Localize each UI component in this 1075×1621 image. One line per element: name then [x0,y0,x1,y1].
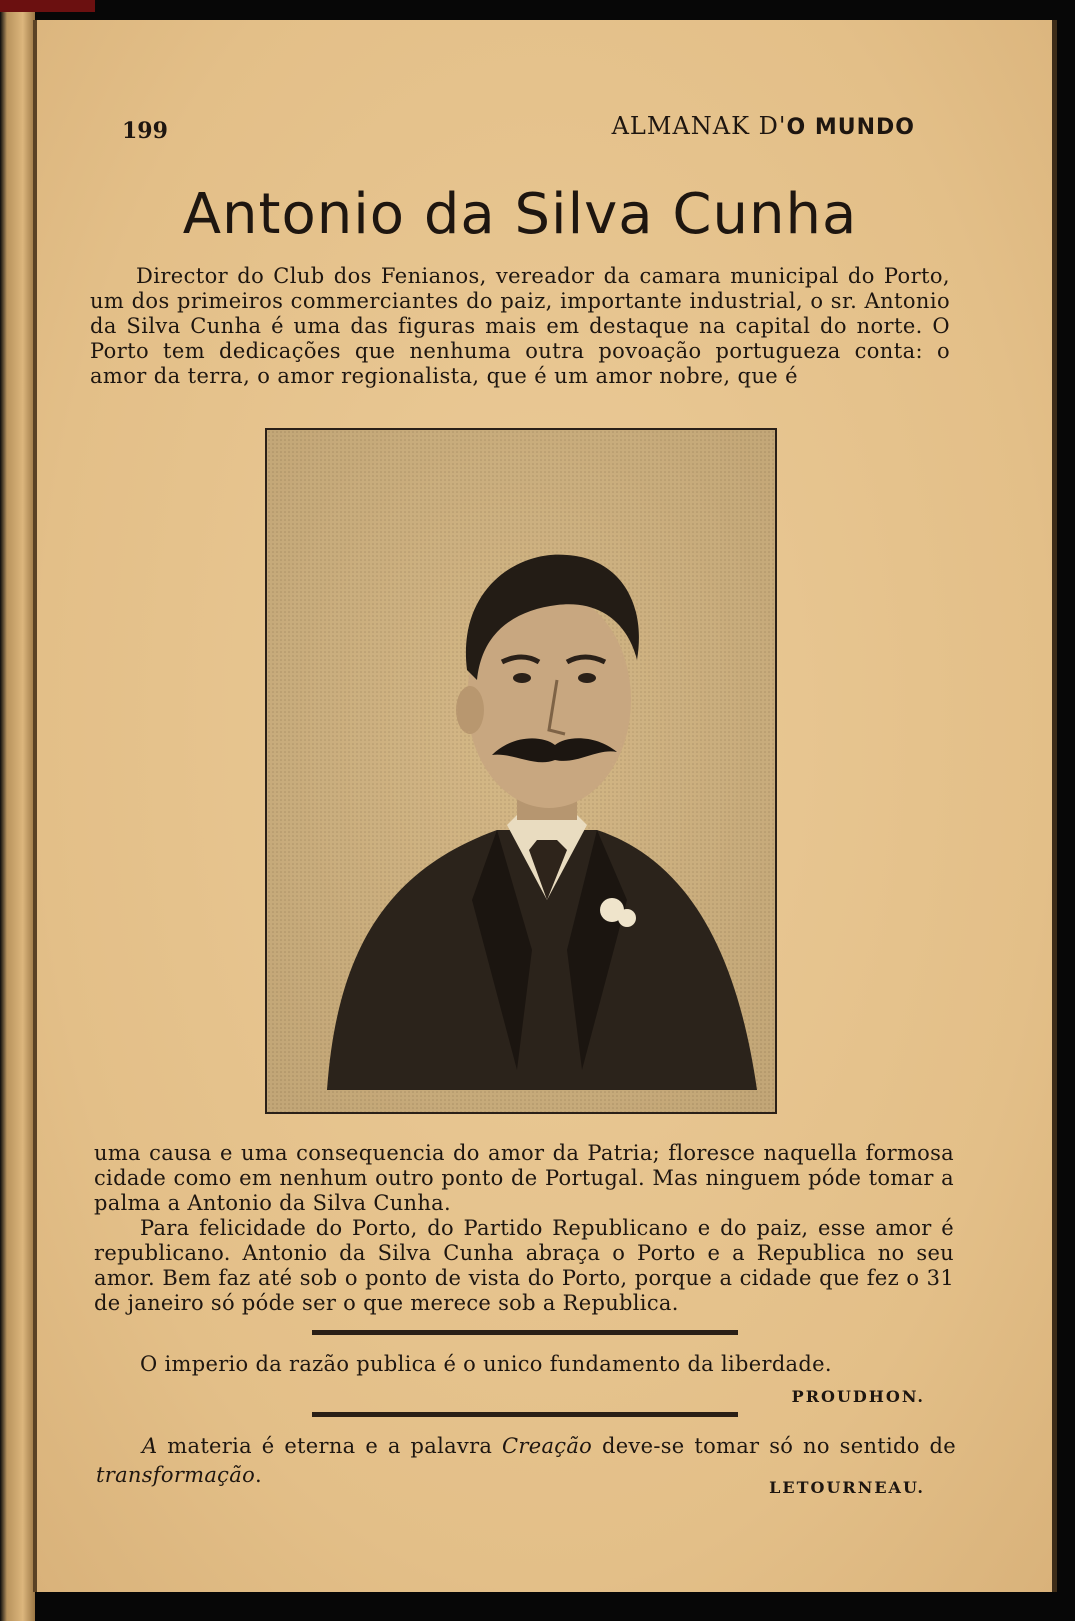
divider-rule [312,1330,738,1335]
portrait-illustration [267,430,775,1112]
running-header [612,112,915,140]
continuation-paragraph: uma causa e uma consequencia do amor da Patria; floresce naquella formosa cidade como em nenhum outro ponto de Portugal. Mas ninguem póde tomar a palma a Antonio da Silva Cunha. [94,1141,954,1215]
quote-proudhon: O imperio da razão publica é o unico fundamento da liberdade. [140,1352,832,1376]
book-cover-edge [0,0,95,12]
running-header-bold: O MUNDO [786,115,915,140]
quote-segment: . [255,1463,262,1487]
quote-segment: materia é eterna e a palavra [157,1434,503,1458]
article-title: Antonio da Silva Cunha [182,182,858,247]
page-number: 199 [122,118,168,144]
page-right-edge [1052,20,1057,1592]
closing-paragraph: Para felicidade do Porto, do Partido Republicano e do paiz, esse amor é republicano. Antonio da Silva Cunha abraça o Porto e a Republica no seu amor. Bem faz até sob o ponto de vista do Porto, porque a cidade que fez o 31 de janeiro só póde ser o que merece sob a Republica. [94,1216,954,1315]
quote-emphasis: transformação [96,1463,256,1487]
page-gutter [33,20,37,1592]
quote-segment: A [142,1434,158,1458]
intro-paragraph: Director do Club dos Fenianos, vereador da camara municipal do Porto, um dos primeiros commerciantes do paiz, importante industrial, o sr. Antonio da Silva Cunha é uma das figuras mais em destaque na capital do norte. O Porto tem dedicações que nenhuma outra povoação portugueza conta: o amor da terra, o amor regionalista, que é um amor nobre, que é [90,264,950,388]
quote-segment: deve-se tomar só no sentido de [592,1434,956,1458]
running-header-plain: ALMANAK D' [611,112,787,140]
portrait-photo [265,428,777,1114]
quote-emphasis: Creação [502,1434,593,1458]
quote-author-proudhon: PROUDHON. [791,1387,925,1406]
divider-rule [312,1412,738,1417]
quote-author-letourneau: LETOURNEAU. [769,1478,925,1497]
